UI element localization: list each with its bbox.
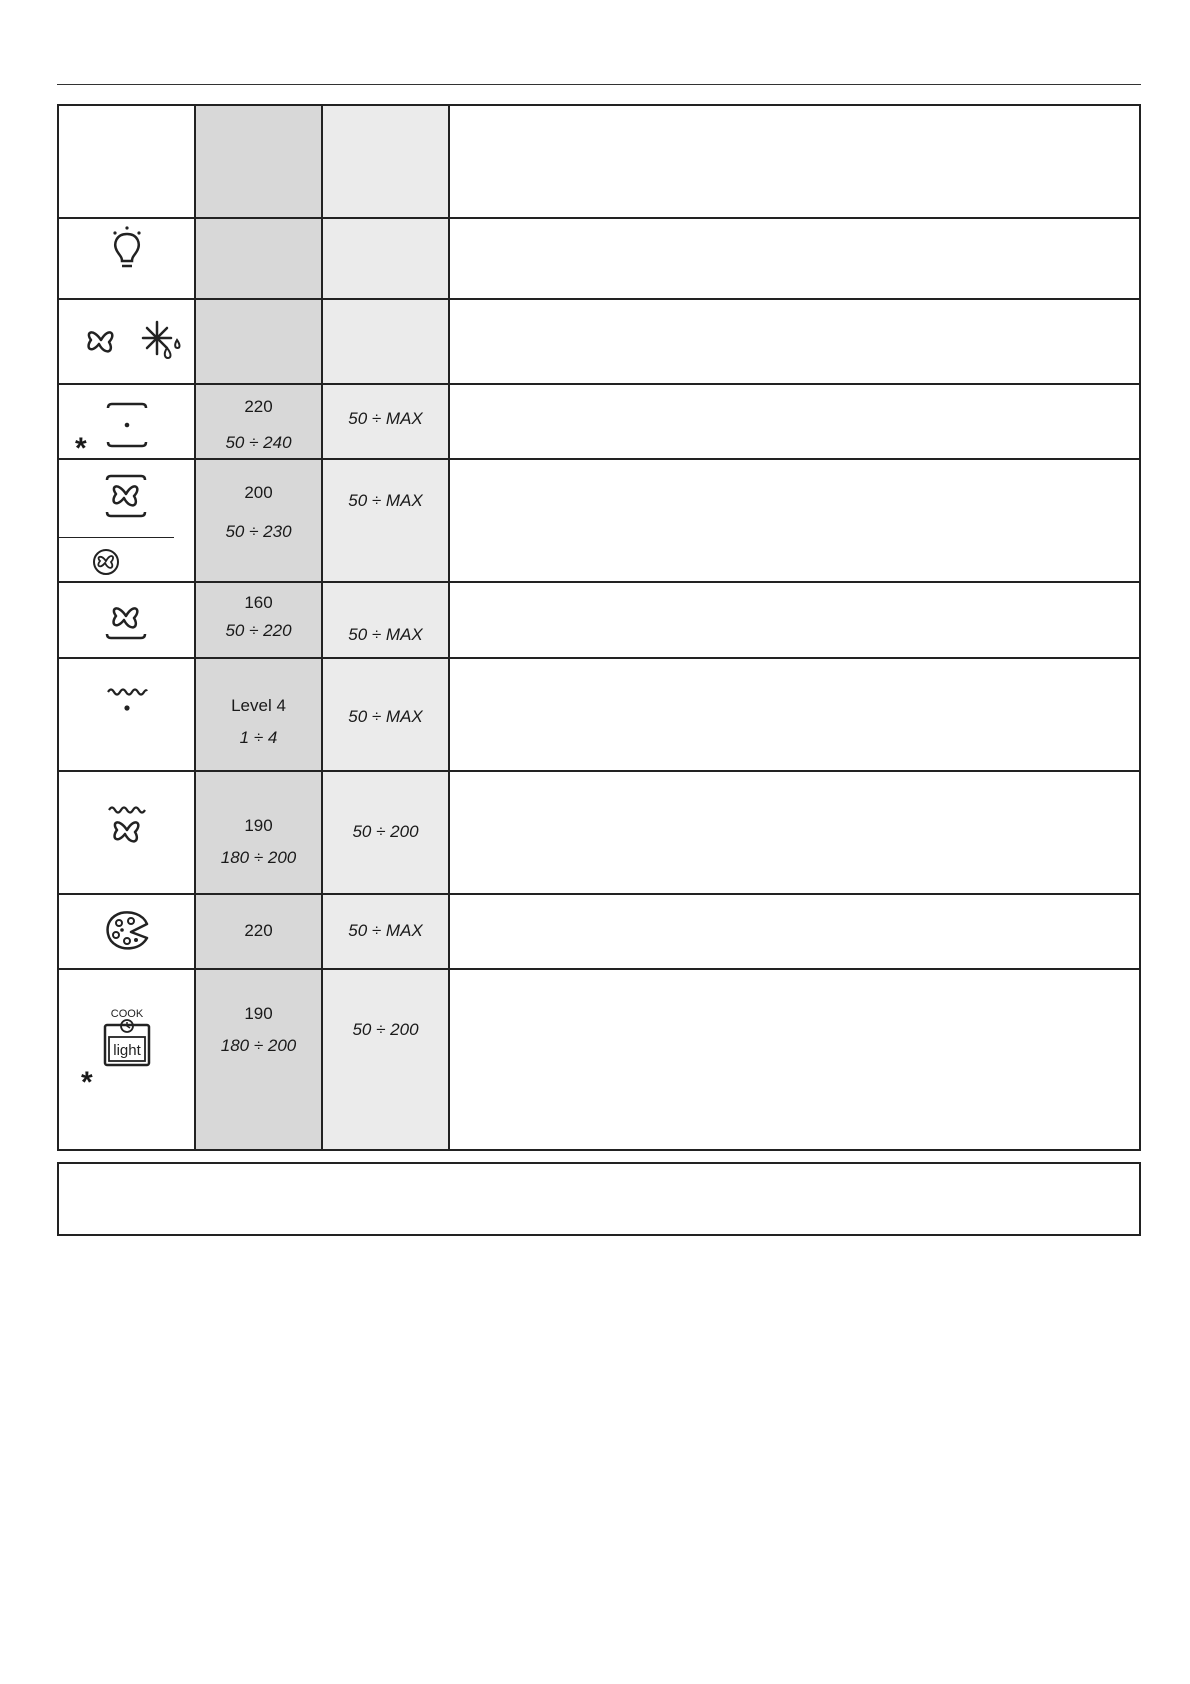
grill-range: 50 ÷ MAX	[348, 707, 423, 726]
fan-bottom-heat-icon	[105, 598, 147, 640]
pizza-range: 50 ÷ MAX	[348, 921, 423, 940]
fan-bottom-default-range: 50 ÷ 220	[225, 621, 292, 640]
fan-conventional-default: 200	[244, 483, 273, 502]
conventional-range: 50 ÷ MAX	[348, 409, 423, 428]
grill-default: Level 4	[231, 696, 286, 715]
cook-light-icon-bottom-text: light	[113, 1042, 141, 1059]
conventional-heat-icon	[105, 402, 149, 448]
top-rule	[57, 84, 1141, 85]
footnote-marker: *	[81, 1066, 93, 1099]
footnote-box	[57, 1162, 1141, 1236]
fan-bottom-range: 50 ÷ MAX	[348, 625, 423, 644]
fan-icon	[83, 324, 119, 360]
pizza-icon	[105, 910, 151, 952]
row-divider	[59, 298, 1139, 300]
cook-light-icon	[99, 1005, 155, 1071]
cook-light-default: 190	[244, 1004, 273, 1023]
conventional-default: 220	[244, 397, 273, 416]
cook-light-icon-top-text: COOK	[110, 1008, 144, 1020]
cook-light-range: 50 ÷ 200	[352, 1020, 419, 1039]
grill-default-range: 1 ÷ 4	[239, 728, 278, 747]
fan-conventional-icon	[105, 474, 147, 518]
lamp-icon	[107, 224, 147, 272]
fan-grill-range: 50 ÷ 200	[352, 822, 419, 841]
row-divider	[59, 581, 1139, 583]
footnote-marker: *	[75, 432, 87, 465]
col-divider	[448, 106, 450, 1149]
fan-bottom-default: 160	[244, 593, 273, 612]
fan-grill-default-range: 180 ÷ 200	[220, 848, 297, 867]
row-divider	[59, 217, 1139, 219]
fan-conventional-range: 50 ÷ MAX	[348, 491, 423, 510]
cook-light-default-range: 180 ÷ 200	[220, 1036, 297, 1055]
sub-divider	[59, 537, 174, 538]
row-divider	[59, 968, 1139, 970]
row-divider	[59, 893, 1139, 895]
fan-grill-default: 190	[244, 816, 273, 835]
oven-functions-table	[57, 104, 1141, 1151]
conventional-default-range: 50 ÷ 240	[225, 433, 292, 452]
row-divider	[59, 657, 1139, 659]
grill-icon	[106, 686, 148, 718]
eco-fan-icon	[91, 547, 121, 577]
fan-grill-icon	[107, 804, 147, 848]
row-divider	[59, 458, 1139, 460]
defrost-icon	[139, 318, 183, 362]
row-divider	[59, 383, 1139, 385]
row-divider	[59, 770, 1139, 772]
pizza-default: 220	[244, 921, 273, 940]
fan-conventional-default-range: 50 ÷ 230	[225, 522, 292, 541]
